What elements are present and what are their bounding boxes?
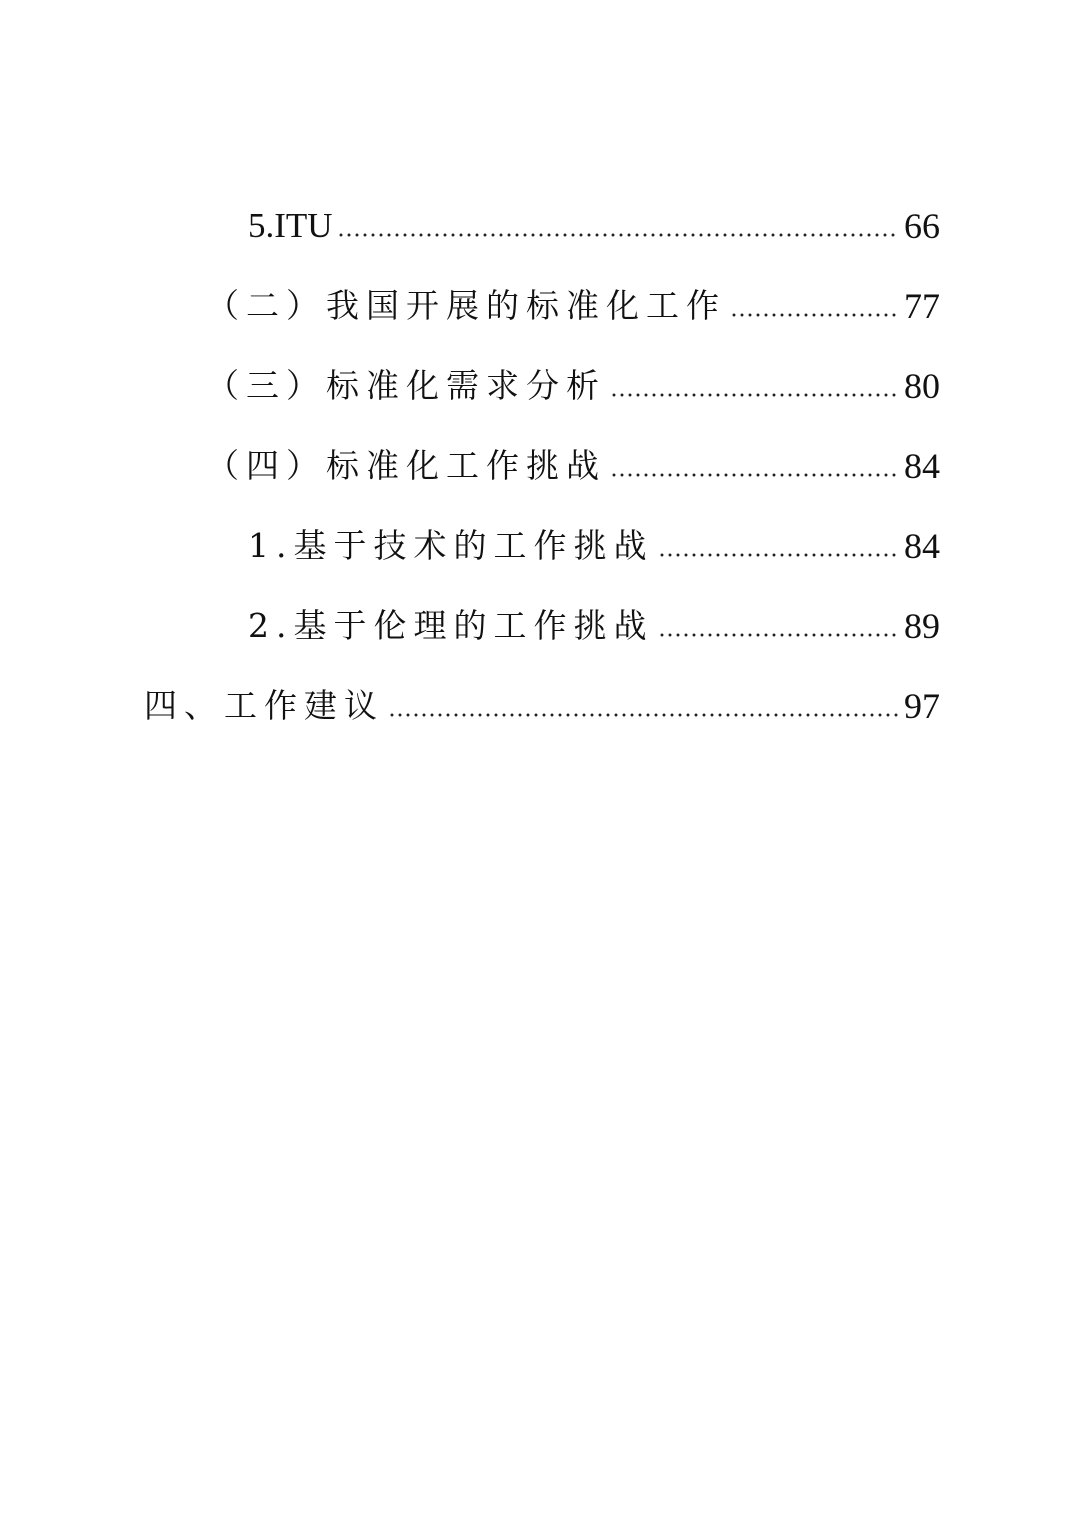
toc-entry-title: （二）我国开展的标准化工作 bbox=[206, 286, 726, 325]
toc-entry-ethical-challenges[interactable] bbox=[248, 600, 940, 652]
toc-entry-itu[interactable] bbox=[248, 200, 940, 252]
toc-entry-title: 四、工作建议 bbox=[144, 686, 384, 725]
toc-entry-page-number: 66 bbox=[904, 206, 940, 246]
toc-entry-page-number: 84 bbox=[904, 526, 940, 566]
toc-entry-recommendations[interactable] bbox=[144, 680, 940, 732]
toc-entry-page-number: 97 bbox=[904, 686, 940, 726]
toc-entry-title: 2.基于伦理的工作挑战 bbox=[248, 606, 654, 645]
toc-entry-title: 1.基于技术的工作挑战 bbox=[248, 526, 654, 565]
toc-entry-title: （三）标准化需求分析 bbox=[206, 366, 606, 405]
dot-leader bbox=[388, 710, 898, 720]
dot-leader bbox=[610, 390, 898, 400]
toc-entry-challenges[interactable] bbox=[206, 440, 940, 492]
toc-entry-title: （四）标准化工作挑战 bbox=[206, 446, 606, 485]
toc-entry-needs-analysis[interactable] bbox=[206, 360, 940, 412]
toc-entry-page-number: 84 bbox=[904, 446, 940, 486]
toc-entry-domestic-standardization[interactable] bbox=[206, 280, 940, 332]
dot-leader bbox=[658, 550, 899, 560]
dot-leader bbox=[337, 230, 898, 240]
toc-entry-page-number: 80 bbox=[904, 366, 940, 406]
toc-entry-title: 5.ITU bbox=[248, 206, 333, 245]
toc-entry-page-number: 77 bbox=[904, 286, 940, 326]
dot-leader bbox=[730, 310, 898, 320]
dot-leader bbox=[658, 630, 899, 640]
toc-entry-technical-challenges[interactable] bbox=[248, 520, 940, 572]
dot-leader bbox=[610, 470, 898, 480]
toc-entry-page-number: 89 bbox=[904, 606, 940, 646]
